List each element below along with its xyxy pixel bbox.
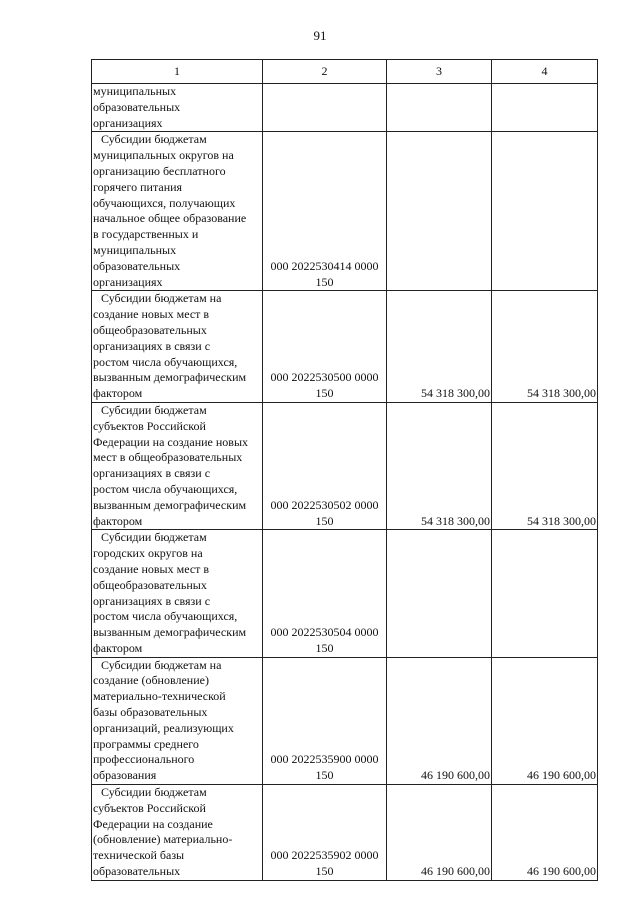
subsidy-name-line: вызванным демографическим (93, 625, 247, 640)
subsidy-name-line: Федерации на создание (93, 816, 213, 831)
subsidy-name-line: организацию бесплатного (93, 163, 226, 178)
amount-cell-col3 (387, 132, 492, 291)
subsidy-name-line: программы среднего (93, 736, 199, 751)
table-row (92, 785, 598, 881)
subsidy-name-cell (92, 84, 263, 132)
amount-cell-col3: 54 318 300,00 (387, 291, 492, 403)
amount-cell-col3 (387, 530, 492, 657)
table-row (92, 132, 598, 291)
budget-code-cell (263, 785, 387, 881)
budget-code-line: 000 2022530414 0000 (270, 258, 379, 273)
subsidy-name-line: организаций, реализующих (93, 720, 234, 735)
subsidy-name-line: профессионального (93, 752, 195, 767)
subsidy-name-line: Субсидии бюджетам (101, 785, 207, 800)
column-header-2: 2 (263, 60, 387, 84)
amount-cell-col4: 54 318 300,00 (492, 291, 598, 403)
budget-code-line: 150 (315, 513, 334, 528)
amount-cell-col4: 54 318 300,00 (492, 402, 598, 529)
budget-code-cell (263, 84, 387, 132)
amount-cell-col3: 54 318 300,00 (387, 402, 492, 529)
subsidy-name-line: Субсидии бюджетам (101, 132, 207, 147)
subsidy-name-line: организациях в связи с (93, 466, 211, 481)
budget-code-line: 000 2022530502 0000 (270, 497, 379, 512)
budget-code-line: 150 (315, 864, 334, 879)
subsidy-name-line: в государственных и (93, 227, 199, 242)
subsidy-name-line: ростом числа обучающихся, (93, 354, 238, 369)
subsidy-name-line: создание новых мест в (93, 561, 210, 576)
budget-code-line: 000 2022535902 0000 (270, 848, 379, 863)
subsidy-name-line: фактором (93, 513, 143, 528)
subsidy-name-line: ростом числа обучающихся, (93, 481, 238, 496)
budget-code-line: 150 (315, 768, 334, 783)
amount-cell-col3: 46 190 600,00 (387, 785, 492, 881)
subsidy-name-line: субъектов Российской (93, 800, 206, 815)
subsidy-name-line: базы образовательных (93, 705, 208, 720)
subsidy-name-line: организациях в связи с (93, 338, 211, 353)
table-header-row (92, 60, 598, 84)
subsidy-name-line: Субсидии бюджетам на (101, 291, 222, 306)
column-header-1: 1 (92, 60, 263, 84)
budget-code-cell (263, 657, 387, 784)
subsidy-name-line: материально-технической (93, 689, 226, 704)
column-header-3: 3 (387, 60, 492, 84)
budget-code-line: 150 (315, 386, 334, 401)
subsidy-name-line: образовательных (93, 258, 181, 273)
subsidy-name-line: образования (93, 768, 157, 783)
budget-code-line: 000 2022535900 0000 (270, 752, 379, 767)
subsidy-name-line: фактором (93, 386, 143, 401)
subsidy-name-line: создание новых мест в (93, 307, 210, 322)
subsidy-name-cell (92, 291, 263, 403)
subsidy-name-line: общеобразовательных (93, 577, 207, 592)
subsidy-name-line: Субсидии бюджетам на (101, 657, 222, 672)
subsidy-name-line: муниципальных (93, 84, 177, 98)
subsidy-name-line: организациях в связи с (93, 593, 211, 608)
subsidy-name-line: начальное общее образование (93, 211, 247, 226)
amount-cell-col4 (492, 84, 598, 132)
subsidy-name-line: вызванным демографическим (93, 497, 247, 512)
budget-code-cell (263, 402, 387, 529)
amount-cell-col3: 46 190 600,00 (387, 657, 492, 784)
budget-code-line: 000 2022530504 0000 (270, 625, 379, 640)
subsidy-name-line: Субсидии бюджетам (101, 530, 207, 545)
subsidy-name-line: субъектов Российской (93, 418, 206, 433)
column-header-4: 4 (492, 60, 598, 84)
subsidy-name-cell (92, 402, 263, 529)
budget-code-cell (263, 132, 387, 291)
table-row (92, 291, 598, 403)
subsidy-name-line: вызванным демографическим (93, 370, 247, 385)
amount-cell-col4 (492, 132, 598, 291)
table-row (92, 657, 598, 784)
subsidy-name-cell (92, 132, 263, 291)
table-row (92, 84, 598, 132)
page-number: 91 (313, 28, 327, 43)
amount-cell-col4 (492, 530, 598, 657)
subsidy-name-line: фактором (93, 640, 143, 655)
budget-table (91, 59, 598, 881)
subsidy-name-line: ростом числа обучающихся, (93, 609, 238, 624)
subsidy-name-line: муниципальных (93, 242, 177, 257)
budget-code-cell (263, 530, 387, 657)
subsidy-name-line: муниципальных округов на (93, 148, 234, 163)
subsidy-name-line: (обновление) материально- (93, 832, 233, 847)
subsidy-name-cell (92, 657, 263, 784)
budget-code-line: 150 (315, 274, 334, 289)
subsidy-name-line: Федерации на создание новых (93, 434, 249, 449)
table-row (92, 402, 598, 529)
subsidy-name-line: городских округов на (93, 546, 203, 561)
subsidy-name-line: образовательных (93, 99, 181, 114)
amount-cell-col4: 46 190 600,00 (492, 657, 598, 784)
budget-code-cell (263, 291, 387, 403)
subsidy-name-line: мест в общеобразовательных (93, 450, 243, 465)
subsidy-name-line: обучающихся, получающих (93, 195, 236, 210)
subsidy-name-line: организациях (93, 115, 163, 130)
subsidy-name-line: создание (обновление) (93, 673, 209, 688)
subsidy-name-line: Субсидии бюджетам (101, 402, 207, 417)
subsidy-name-cell (92, 530, 263, 657)
subsidy-name-line: образовательных (93, 864, 181, 879)
subsidy-name-line: общеобразовательных (93, 322, 207, 337)
subsidy-name-line: горячего питания (93, 179, 183, 194)
budget-code-line: 150 (315, 640, 334, 655)
subsidy-name-line: организациях (93, 274, 163, 289)
subsidy-name-cell (92, 785, 263, 881)
subsidy-name-line: технической базы (93, 848, 185, 863)
budget-code-line: 000 2022530500 0000 (270, 370, 379, 385)
table-row (92, 530, 598, 657)
amount-cell-col4: 46 190 600,00 (492, 785, 598, 881)
amount-cell-col3 (387, 84, 492, 132)
